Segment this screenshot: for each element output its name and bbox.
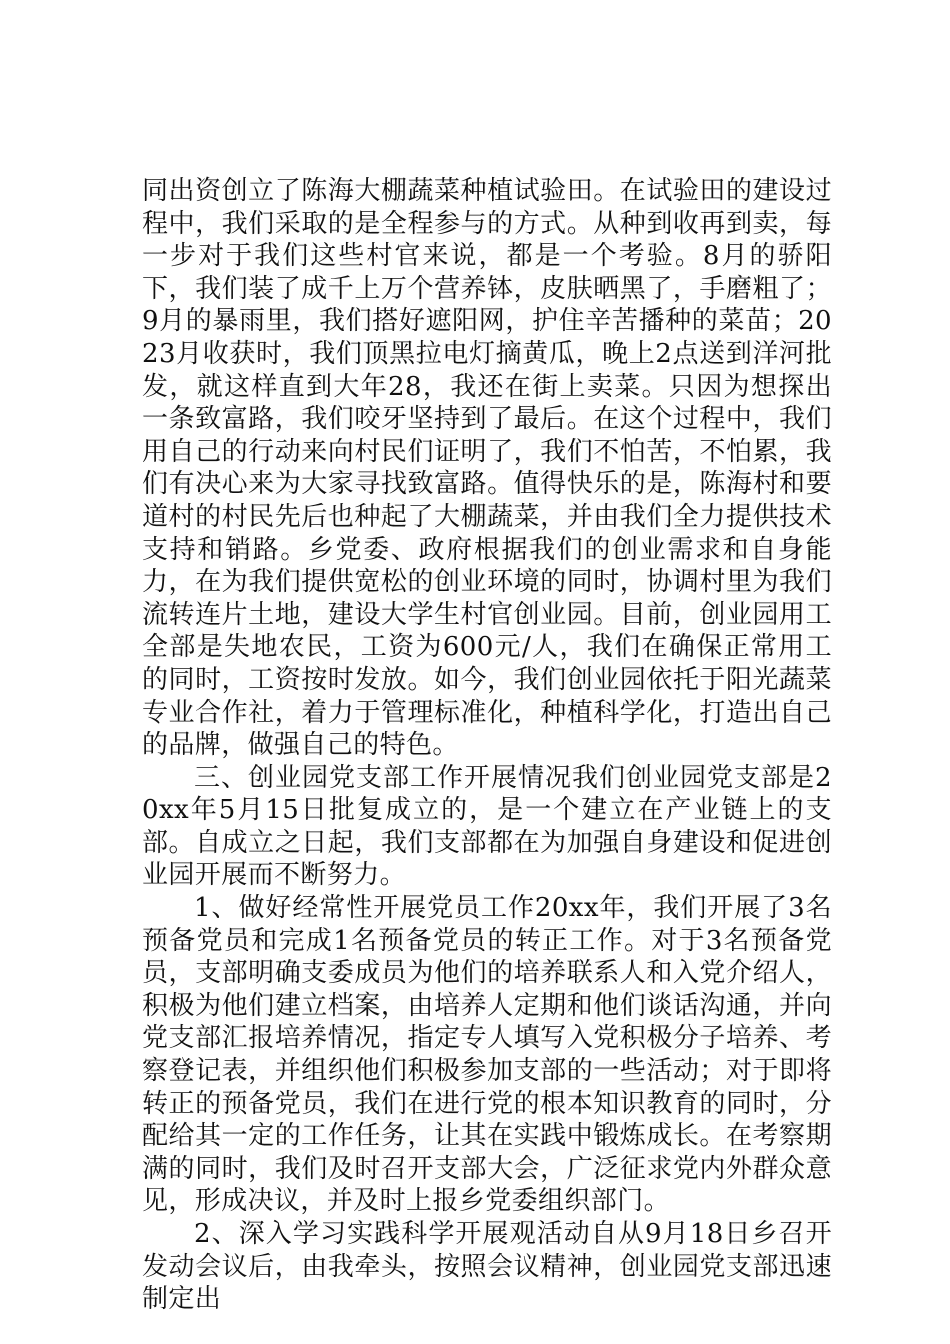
paragraph-section-three: 三、创业园党支部工作开展情况我们创业园党支部是20xx年5月15日批复成立的，是一个建立在产业链上的支部。自成立之日起，我们支部都在为加强自身建设和促进创业园开展而不断努力。 — [142, 762, 832, 891]
document-body — [142, 175, 832, 1316]
paragraph-continuation: 同出资创立了陈海大棚蔬菜种植试验田。在试验田的建设过程中，我们采取的是全程参与的方式。从种到收再到卖，每一步对于我们这些村官来说，都是一个考验。8月的骄阳下，我们装了成千上万个营养钵，皮肤晒黑了，手磨粗了；9月的暴雨里，我们搭好遮阳网，护住辛苦播种的菜苗；2023月收获时，我们顶黑拉电灯摘黄瓜，晚上2点送到洋河批发，就这样直到大年28，我还在街上卖菜。只因为想探出一条致富路，我们咬牙坚持到了最后。在这个过程中，我们用自己的行动来向村民们证明了，我们不怕苦，不怕累，我们有决心来为大家寻找致富路。值得快乐的是，陈海村和要道村的村民先后也种起了大棚蔬菜，并由我们全力提供技术支持和销路。乡党委、政府根据我们的创业需求和自身能力，在为我们提供宽松的创业环境的同时，协调村里为我们流转连片土地，建设大学生村官创业园。目前，创业园用工全部是失地农民，工资为600元/人，我们在确保正常用工的同时，工资按时发放。如今，我们创业园依托于阳光蔬菜专业合作社，着力于管理标准化，种植科学化，打造出自己的品牌，做强自己的特色。 — [142, 176, 832, 761]
paragraph-item-one: 1、做好经常性开展党员工作20xx年，我们开展了3名预备党员和完成1名预备党员的转正工作。对于3名预备党员，支部明确支委成员为他们的培养联系人和入党介绍人，积极为他们建立档案，由培养人定期和他们谈话沟通，并向党支部汇报培养情况，指定专人填写入党积极分子培养、考察登记表，并组织他们积极参加支部的一些活动；对于即将转正的预备党员，我们在进行党的根本知识教育的同时，分配给其一定的工作任务，让其在实践中锻炼成长。在考察期满的同时，我们及时召开支部大会，广泛征求党内外群众意见，形成决议，并及时上报乡党委组织部门。 — [142, 893, 832, 1217]
paragraph-item-two: 2、深入学习实践科学开展观活动自从9月18日乡召开发动会议后，由我牵头，按照会议精神，创业园党支部迅速制定出 — [142, 1219, 832, 1315]
